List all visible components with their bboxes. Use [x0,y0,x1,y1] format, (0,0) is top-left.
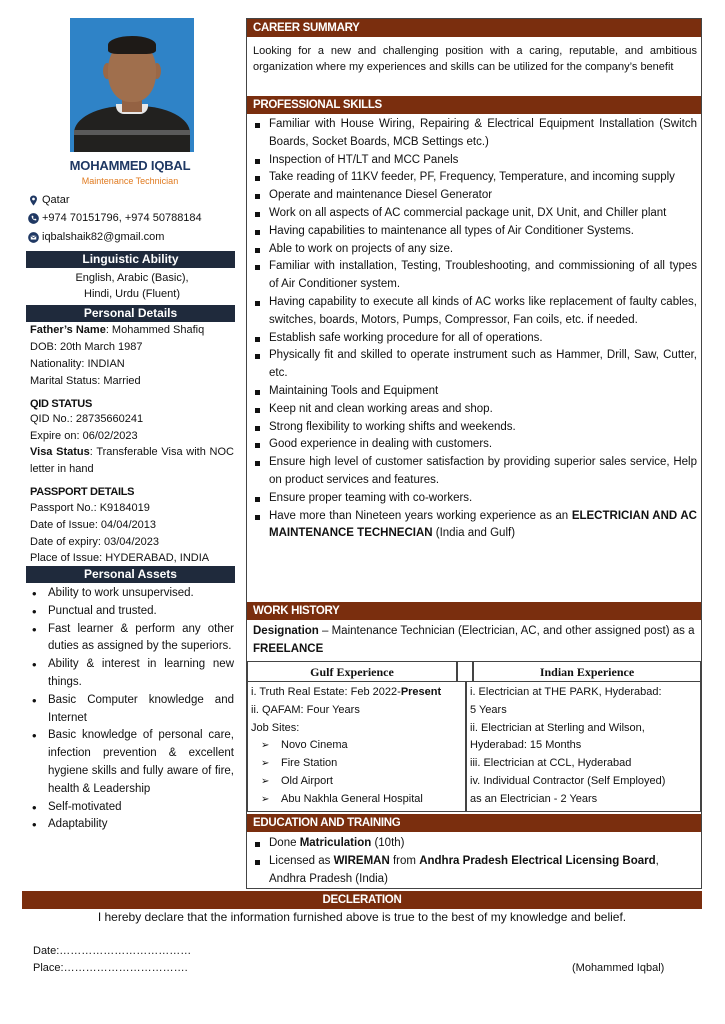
marital-status: Marital Status: Married [30,375,141,387]
list-item: • Ability to work unsupervised. [30,585,234,603]
location-pin-icon [28,195,39,206]
signature: (Mohammed Iqbal) [572,962,665,974]
experience-table [247,661,701,811]
list-item: • Self-motivated [30,799,234,817]
career-summary-text: Looking for a new and challenging position with a caring, reputable, and ambitious organization where my experiences and skills can be utilized for the company’s benefit [253,45,697,73]
work-history-heading: WORK HISTORY [247,602,701,620]
nationality: Nationality: INDIAN [30,358,125,370]
candidate-title: Maintenance Technician [81,176,179,186]
list-item: Work on all aspects of AC commercial package unit, DX Unit, and Chiller plant [253,205,697,223]
india-line: Hyderabad: 15 Months [470,739,582,752]
passport-issue-place: Place of Issue: HYDERABAD, INDIA [30,552,210,564]
list-item: • Ability & interest in learning new things. [30,656,234,692]
list-item: • Fast learner & perform any other duties as assigned by the superiors. [30,621,234,657]
qid-number: QID No.: 28735660241 [30,413,144,425]
passport-issue-date: Date of Issue: 04/04/2013 [30,519,156,531]
gulf-job-1: i. Truth Real Estate: Feb 2022-Present [251,686,442,698]
list-item: Familiar with House Wiring, Repairing & Electrical Equipment Installation (Switch Boards, Socket Boards, MCB Settings etc.) [253,116,697,152]
languages-line-2: Hindi, Urdu (Fluent) [84,288,180,300]
list-item: Have more than Nineteen years working experience as an ELECTRICIAN AND AC MAINTENANCE TECHNECIAN (India and Gulf) [253,508,697,544]
date-line: Date:……………………………… [33,945,192,957]
india-line: as an Electrician - 2 Years [470,792,598,805]
passport-expiry-date: Date of expiry: 03/04/2023 [30,536,160,548]
email-text[interactable]: iqbalshaik82@gmail.com [42,231,165,243]
education-list [253,835,697,888]
list-item: Ensure proper teaming with co-workers. [253,490,697,508]
job-sites-label: Job Sites: [251,721,300,734]
list-item: • Punctual and trusted. [30,603,234,621]
list-item: Take reading of 11KV feeder, PF, Frequency, Temperature, and incoming supply [253,169,697,187]
personal-assets-list [30,585,234,834]
education-heading: EDUCATION AND TRAINING [247,814,701,832]
list-item: Able to work on projects of any size. [253,241,697,259]
phone-text[interactable]: +974 70151796, +974 50788184 [42,212,202,224]
languages-line-1: English, Arabic (Basic), [75,272,189,284]
list-item: Strong flexibility to working shifts and weekends. [253,419,697,437]
career-summary-heading: CAREER SUMMARY [247,19,701,37]
phone-icon [28,213,39,224]
professional-skills-list [253,116,697,543]
gulf-experience-cell [247,682,466,812]
list-item: Done Matriculation (10th) [253,835,697,853]
job-site-item: ➢ Fire Station [251,755,462,773]
list-item: Inspection of HT/LT and MCC Panels [253,152,697,170]
list-item: • Adaptability [30,816,234,834]
location-text: Qatar [42,194,70,206]
declaration-heading: DECLERATION [22,891,702,909]
indian-experience-header: Indian Experience [473,661,701,682]
list-item: Physically fit and skilled to operate instrument such as Hammer, Drill, Saw, Cutter, etc. [253,347,697,383]
gulf-experience-header: Gulf Experience [247,661,457,682]
personal-assets-heading: Personal Assets [26,566,235,583]
designation: Designation – Maintenance Technician (Electrician, AC, and other assigned post) as a FREELANCE [253,625,695,655]
profile-photo [70,18,194,152]
job-site-item: ➢ Abu Nakhla General Hospital [251,791,462,809]
job-site-item: ➢ Novo Cinema [251,737,462,755]
passport-heading: PASSPORT DETAILS [30,486,135,498]
visa-status: Visa Status: Transferable Visa with NOC letter in hand [30,446,234,475]
dob: DOB: 20th March 1987 [30,341,143,353]
list-item: Maintaining Tools and Equipment [253,383,697,401]
candidate-name: MOHAMMED IQBAL [69,158,191,173]
location-row [28,194,70,206]
india-line: iii. Electrician at CCL, Hyderabad [470,757,632,770]
indian-experience-cell [466,682,701,812]
table-spacer-cell [457,661,473,682]
declaration-text: I hereby declare that the information furnished above is true to the best of my knowledge and belief. [97,910,627,924]
father-name: Father’s Name: Mohammed Shafiq [30,324,205,336]
place-line: Place:……………………………. [33,962,188,974]
right-column [246,18,702,889]
professional-skills-heading: PROFESSIONAL SKILLS [247,96,701,114]
list-item: Having capability to execute all kinds of AC works like replacement of faulty cables, switches, boards, Motors, Pumps, Compressor, Fan coils, etc. if needed. [253,294,697,330]
qid-heading: QID STATUS [30,398,92,410]
list-item: • Basic knowledge of personal care, infection prevention & excellent hygiene skills and fully aware of fire, health & Leadership [30,727,234,798]
job-site-item: ➢ Old Airport [251,773,462,791]
list-item: Good experience in dealing with customers. [253,436,697,454]
linguistic-heading: Linguistic Ability [26,251,235,268]
india-line: ii. Electrician at Sterling and Wilson, [470,721,645,734]
email-row [28,231,164,243]
list-item: Keep nit and clean working areas and shop. [253,401,697,419]
passport-number: Passport No.: K9184019 [30,502,150,514]
list-item: Establish safe working procedure for all of operations. [253,330,697,348]
list-item: Having capabilities to maintenance all types of Air Conditioner Systems. [253,223,697,241]
list-item: Ensure high level of customer satisfaction by providing superior sales service, Help on product services and features. [253,454,697,490]
gulf-job-2: ii. QAFAM: Four Years [251,703,360,716]
india-line: i. Electrician at THE PARK, Hyderabad: [470,686,662,698]
india-line: 5 Years [470,703,507,716]
qid-expire: Expire on: 06/02/2023 [30,430,138,442]
list-item: Familiar with installation, Testing, Troubleshooting, and commissioning of all types of Air Conditioner system. [253,258,697,294]
personal-details-heading: Personal Details [26,305,235,322]
phone-row [28,212,202,224]
list-item: Licensed as WIREMAN from Andhra Pradesh Electrical Licensing Board, Andhra Pradesh (India) [253,853,697,889]
list-item: Operate and maintenance Diesel Generator [253,187,697,205]
india-line: iv. Individual Contractor (Self Employed) [470,774,666,787]
list-item: • Basic Computer knowledge and Internet [30,692,234,728]
email-icon [28,232,39,243]
